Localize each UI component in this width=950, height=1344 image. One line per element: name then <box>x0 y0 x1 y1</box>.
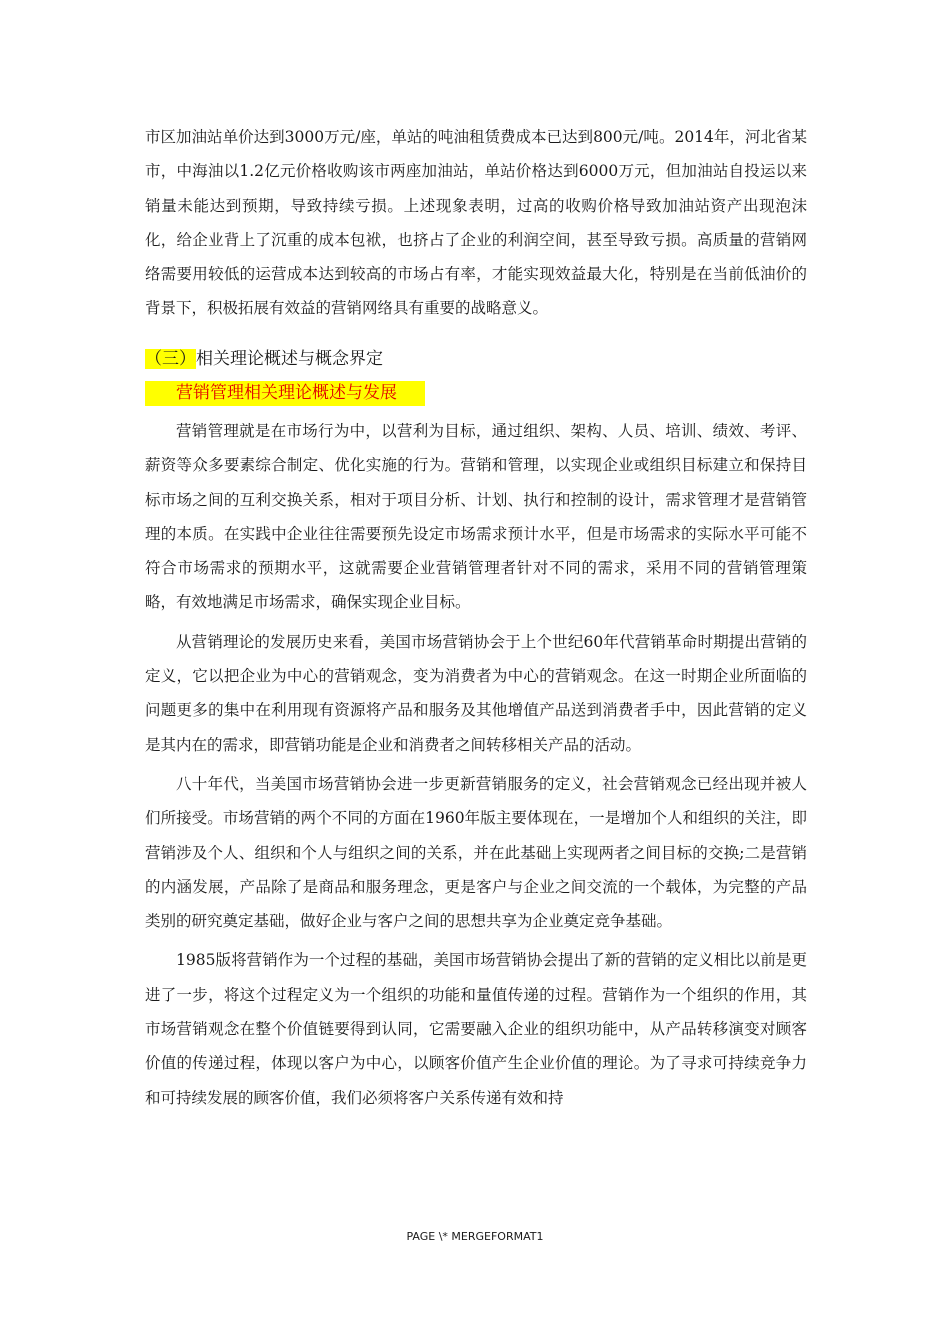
paragraph: 从营销理论的发展历史来看，美国市场营销协会于上个世纪60年代营销革命时期提出营销的定义，它以把企业为中心的营销观念，变为消费者为中心的营销观念。在这一时期企业所面临的问题更多的集中在利用现有资源将产品和服务及其他增值产品送到消费者手中，因此营销的定义是其内在的需求，即营销功能是企业和消费者之间转移相关产品的活动。 <box>145 632 807 754</box>
continuation-paragraph: 市区加油站单价达到3000万元/座，单站的吨油租赁费成本已达到800元/吨。2014年，河北省某市，中海油以1.2亿元价格收购该市两座加油站，单站价格达到6000万元，但加油站自投运以来销量未能达到预期，导致持续亏损。上述现象表明，过高的收购价格导致加油站资产出现泡沫化，给企业背上了沉重的成本包袱，也挤占了企业的利润空间，甚至导致亏损。高质量的营销网络需要用较低的运营成本达到较高的市场占有率，才能实现效益最大化，特别是在当前低油价的背景下，积极拓展有效益的营销网络具有重要的战略意义。 <box>145 128 807 318</box>
paragraph: 八十年代，当美国市场营销协会进一步更新营销服务的定义，社会营销观念已经出现并被人们所接受。市场营销的两个不同的方面在1960年版主要体现在，一是增加个人和组织的关注，即营销涉及个人、组织和个人与组织之间的关系，并在此基础上实现两者之间目标的交换;二是营销的内涵发展，产品除了是商品和服务理念，更是客户与企业之间交流的一个载体，为完整的产品类别的研究奠定基础，做好企业与客户之间的思想共享为企业奠定竞争基础。 <box>145 774 807 931</box>
main-body <box>145 414 807 1115</box>
page-footer: PAGE \* MERGEFORMAT1 <box>406 1230 544 1243</box>
paragraph: 营销管理就是在市场行为中，以营利为目标，通过组织、架构、人员、培训、绩效、考评、薪资等众多要素综合制定、优化实施的行为。营销和管理，以实现企业或组织目标建立和保持目标市场之间的互利交换关系，相对于项目分析、计划、执行和控制的设计，需求管理才是营销管理的本质。在实践中企业往往需要预先设定市场需求预计水平，但是市场需求的实际水平可能不符合市场需求的预期水平，这就需要企业营销管理者针对不同的需求，采用不同的营销管理策略，有效地满足市场需求，确保实现企业目标。 <box>145 422 807 612</box>
paragraph: 1985版将营销作为一个过程的基础，美国市场营销协会提出了新的营销的定义相比以前是更进了一步，将这个过程定义为一个组织的功能和量值传递的过程。营销作为一个组织的作用，其市场营销观念在整个价值链要得到认同，它需要融入企业的组织功能中，从产品转移演变对顾客价值的传递过程，体现以客户为中心，以顾客价值产生企业价值的理论。为了寻求可持续竞争力和可持续发展的顾客价值，我们必须将客户关系传递有效和持 <box>145 951 807 1107</box>
sub-heading <box>145 381 425 406</box>
sub-heading-text: 营销管理相关理论概述与发展 <box>176 383 397 403</box>
continuation-block <box>145 120 807 326</box>
section-number: （三） <box>145 349 196 369</box>
section-heading <box>145 344 383 369</box>
section-title: 相关理论概述与概念界定 <box>196 349 383 369</box>
